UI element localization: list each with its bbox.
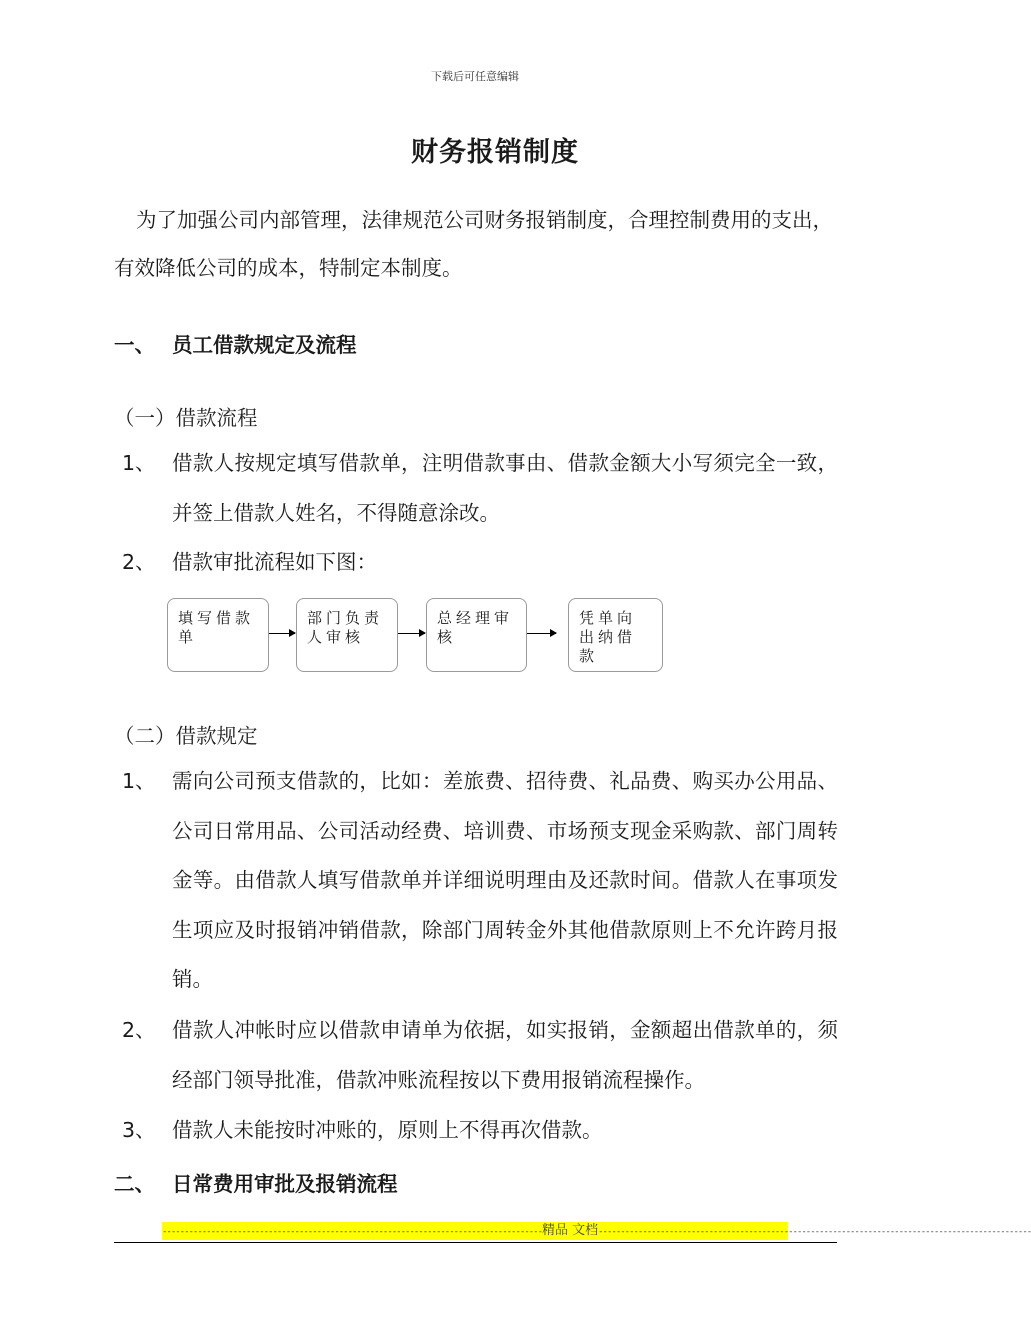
page-header: 下载后可任意编辑 <box>431 70 519 83</box>
section-1-title: 员工借款规定及流程 <box>172 333 357 357</box>
list-item-text: 借款人按规定填写借款单，注明借款事由、借款金额大小写须完全一致，并签上借款人姓名，不得随意涂改。 <box>172 451 838 525</box>
flow-arrow <box>269 633 295 634</box>
flow-step-cashier-loan: 凭单向出纳借款 <box>568 598 663 672</box>
list-item-number: 1、 <box>122 451 156 475</box>
document-title: 财务报销制度 <box>411 137 579 168</box>
list-item-number: 2、 <box>122 550 156 574</box>
list-item-number: 1、 <box>122 769 156 793</box>
list-item-number: 2、 <box>122 1018 156 1042</box>
flow-arrow <box>527 633 556 634</box>
flow-step-gm-review: 总经理审核 <box>426 598 527 672</box>
section-1-number: 一、 <box>114 333 155 357</box>
loan-approval-flowchart <box>167 598 667 676</box>
list-item-text: 借款审批流程如下图： <box>172 550 377 574</box>
section-2-number: 二、 <box>114 1172 155 1196</box>
flow-step-dept-review: 部门负责人审核 <box>296 598 398 672</box>
intro-paragraph: 为了加强公司内部管理，法律规范公司财务报销制度，合理控制费用的支出，有效降低公司的成本，特制定本制度。 <box>114 208 833 280</box>
list-item-number: 3、 <box>122 1118 156 1142</box>
footer-rule <box>114 1242 837 1243</box>
footer-banner <box>162 1222 1031 1240</box>
list-item <box>114 538 838 588</box>
footer-dashes-left: -------------------------------------------------------------------------------------- <box>162 1227 542 1237</box>
flow-step-fill-form: 填写借款单 <box>167 598 269 672</box>
subsection-2-title: （二）借款规定 <box>114 724 258 748</box>
section-2-heading <box>114 1167 398 1197</box>
list-item <box>114 439 838 538</box>
subsection-1-title: （一）借款流程 <box>114 406 258 430</box>
list-item-text: 需向公司预支借款的，比如：差旅费、招待费、礼品费、购买办公用品、公司日常用品、公司活动经费、培训费、市场预支现金采购款、部门周转金等。由借款人填写借款单并详细说明理由及还款时间。借款人在事项发生项应及时报销冲销借款，除部门周转金外其他借款原则上不允许跨月报销。 <box>172 769 838 991</box>
footer-text: 精品 文档 <box>542 1223 599 1238</box>
list-item <box>114 1006 838 1105</box>
section-1-heading <box>114 328 357 358</box>
list-item-text: 借款人冲帐时应以借款申请单为依据，如实报销，金额超出借款单的，须经部门领导批准，借款冲账流程按以下费用报销流程操作。 <box>172 1018 838 1092</box>
flow-arrow <box>398 633 425 634</box>
list-item-text: 借款人未能按时冲账的，原则上不得再次借款。 <box>172 1118 603 1142</box>
footer-dashes-right: -------------------------------------------------------------------------------------------------- <box>598 1227 1031 1237</box>
list-item <box>114 757 838 1005</box>
list-item <box>114 1106 838 1156</box>
section-2-title: 日常费用审批及报销流程 <box>172 1172 398 1196</box>
